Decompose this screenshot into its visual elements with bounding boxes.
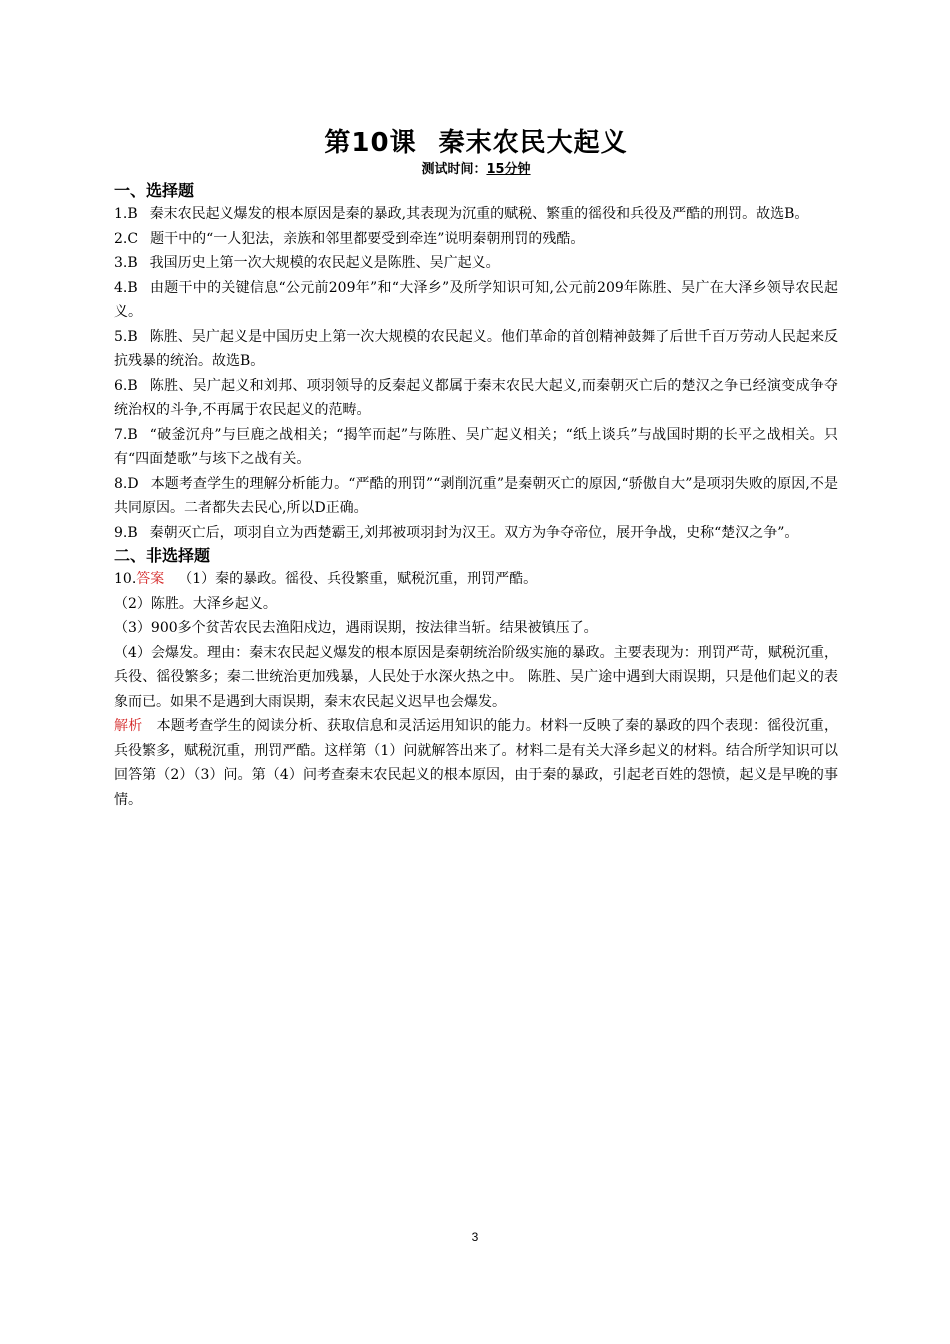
answer-text: 陈胜、吴广起义和刘邦、项羽领导的反秦起义都属于秦末农民大起义,而秦朝灭亡后的楚汉之争已经演变成争夺统治权的斗争,不再属于农民起义的范畴。	[114, 377, 838, 418]
section-heading-choice: 一、选择题	[114, 181, 195, 200]
choice-answer-item	[114, 472, 838, 521]
answer-text: “破釜沉舟”与巨鹿之战相关；“揭竿而起”与陈胜、吴广起义相关；“纸上谈兵”与战国时期的长平之战相关。只有“四面楚歌”与垓下之战有关。	[114, 426, 838, 467]
q10-part-3: （3）900多个贫苦农民去渔阳戍边，遇雨误期，按法律当斩。结果被镇压了。	[114, 620, 598, 636]
answer-number: 6.B	[114, 377, 138, 394]
choice-answer-list	[114, 202, 838, 545]
section-heading-nonchoice: 二、非选择题	[114, 546, 211, 565]
answer-number: 2.C	[114, 230, 139, 247]
answer-label: 答案	[136, 571, 165, 587]
answer-number: 8.D	[114, 475, 139, 492]
answer-text: 题干中的“一人犯法，亲族和邻里都要受到牵连”说明秦朝刑罚的残酷。	[150, 230, 585, 247]
answer-number: 7.B	[114, 426, 138, 443]
choice-answer-item	[114, 202, 838, 227]
lesson-number: 第10课	[324, 128, 417, 158]
q10-number: 10.	[114, 571, 137, 587]
answer-number: 1.B	[114, 206, 138, 222]
lesson-name: 秦末农民大起义	[438, 128, 628, 158]
question-10	[114, 567, 838, 812]
q10-part-4: （4）会爆发。理由：秦末农民起义爆发的根本原因是秦朝统治阶级实施的暴政。主要表现为：刑罚严苛，赋税沉重，兵役、徭役繁多；秦二世统治更加残暴，人民处于水深火热之中。 陈胜、吴广途中遇到大雨误期，只是他们起义的表象而已。如果不是遇到大雨误期，秦末农民起义迟早也会爆发。	[114, 644, 838, 710]
answer-text: 秦末农民起义爆发的根本原因是秦的暴政,其表现为沉重的赋税、繁重的徭役和兵役及严酷的刑罚。故选B。	[149, 206, 809, 222]
q10-part-1: （1）秦的暴政。徭役、兵役繁重，赋税沉重，刑罚严酷。	[178, 571, 538, 587]
q10-part-2: （2）陈胜。大泽乡起义。	[114, 595, 277, 612]
q10-answer-line	[114, 567, 838, 592]
analysis-text: 本题考查学生的阅读分析、获取信息和灵活运用知识的能力。材料一反映了秦的暴政的四个表现：徭役沉重，兵役繁多，赋税沉重，刑罚严酷。这样第（1）问就解答出来了。材料二是有关大泽乡起义的材料。结合所学知识可以回答第（2）（3）问。第（4）问考查秦末农民起义的根本原因，由于秦的暴政，引起老百姓的怨愤，起义是早晚的事情。	[114, 718, 839, 808]
choice-answer-item	[114, 521, 838, 546]
choice-answer-item	[114, 423, 838, 472]
test-time-label: 测试时间：	[421, 162, 487, 177]
choice-answer-item	[114, 325, 838, 374]
analysis-label: 解析	[114, 718, 143, 734]
answer-text: 陈胜、吴广起义是中国历史上第一次大规模的农民起义。他们革命的首创精神鼓舞了后世千百万劳动人民起来反抗残暴的统治。故选B。	[114, 328, 838, 369]
answer-text: 由题干中的关键信息“公元前209年”和“大泽乡”及所学知识可知,公元前209年陈胜、吴广在大泽乡领导农民起义。	[114, 279, 838, 320]
choice-answer-item	[114, 276, 838, 325]
answer-text: 秦朝灭亡后，项羽自立为西楚霸王,刘邦被项羽封为汉王。双方为争夺帝位，展开争战，史称“楚汉之争”。	[149, 524, 799, 541]
test-time	[114, 162, 838, 178]
page-number: 3	[471, 1230, 479, 1244]
page-title	[114, 124, 838, 162]
answer-number: 4.B	[114, 279, 138, 296]
answer-text: 本题考查学生的理解分析能力。“严酷的刑罚”“剥削沉重”是秦朝灭亡的原因,“骄傲自大”是项羽失败的原因,不是共同原因。二者都失去民心,所以D正确。	[114, 475, 838, 516]
q10-analysis	[114, 714, 838, 812]
answer-number: 5.B	[114, 328, 138, 345]
choice-answer-item	[114, 374, 838, 423]
answer-number: 9.B	[114, 524, 138, 541]
test-time-duration: 15分钟	[486, 162, 531, 177]
choice-answer-item	[114, 251, 838, 276]
answer-text: 我国历史上第一次大规模的农民起义是陈胜、吴广起义。	[149, 255, 500, 271]
document-body	[114, 124, 838, 812]
choice-answer-item	[114, 227, 838, 252]
answer-number: 3.B	[114, 255, 138, 271]
